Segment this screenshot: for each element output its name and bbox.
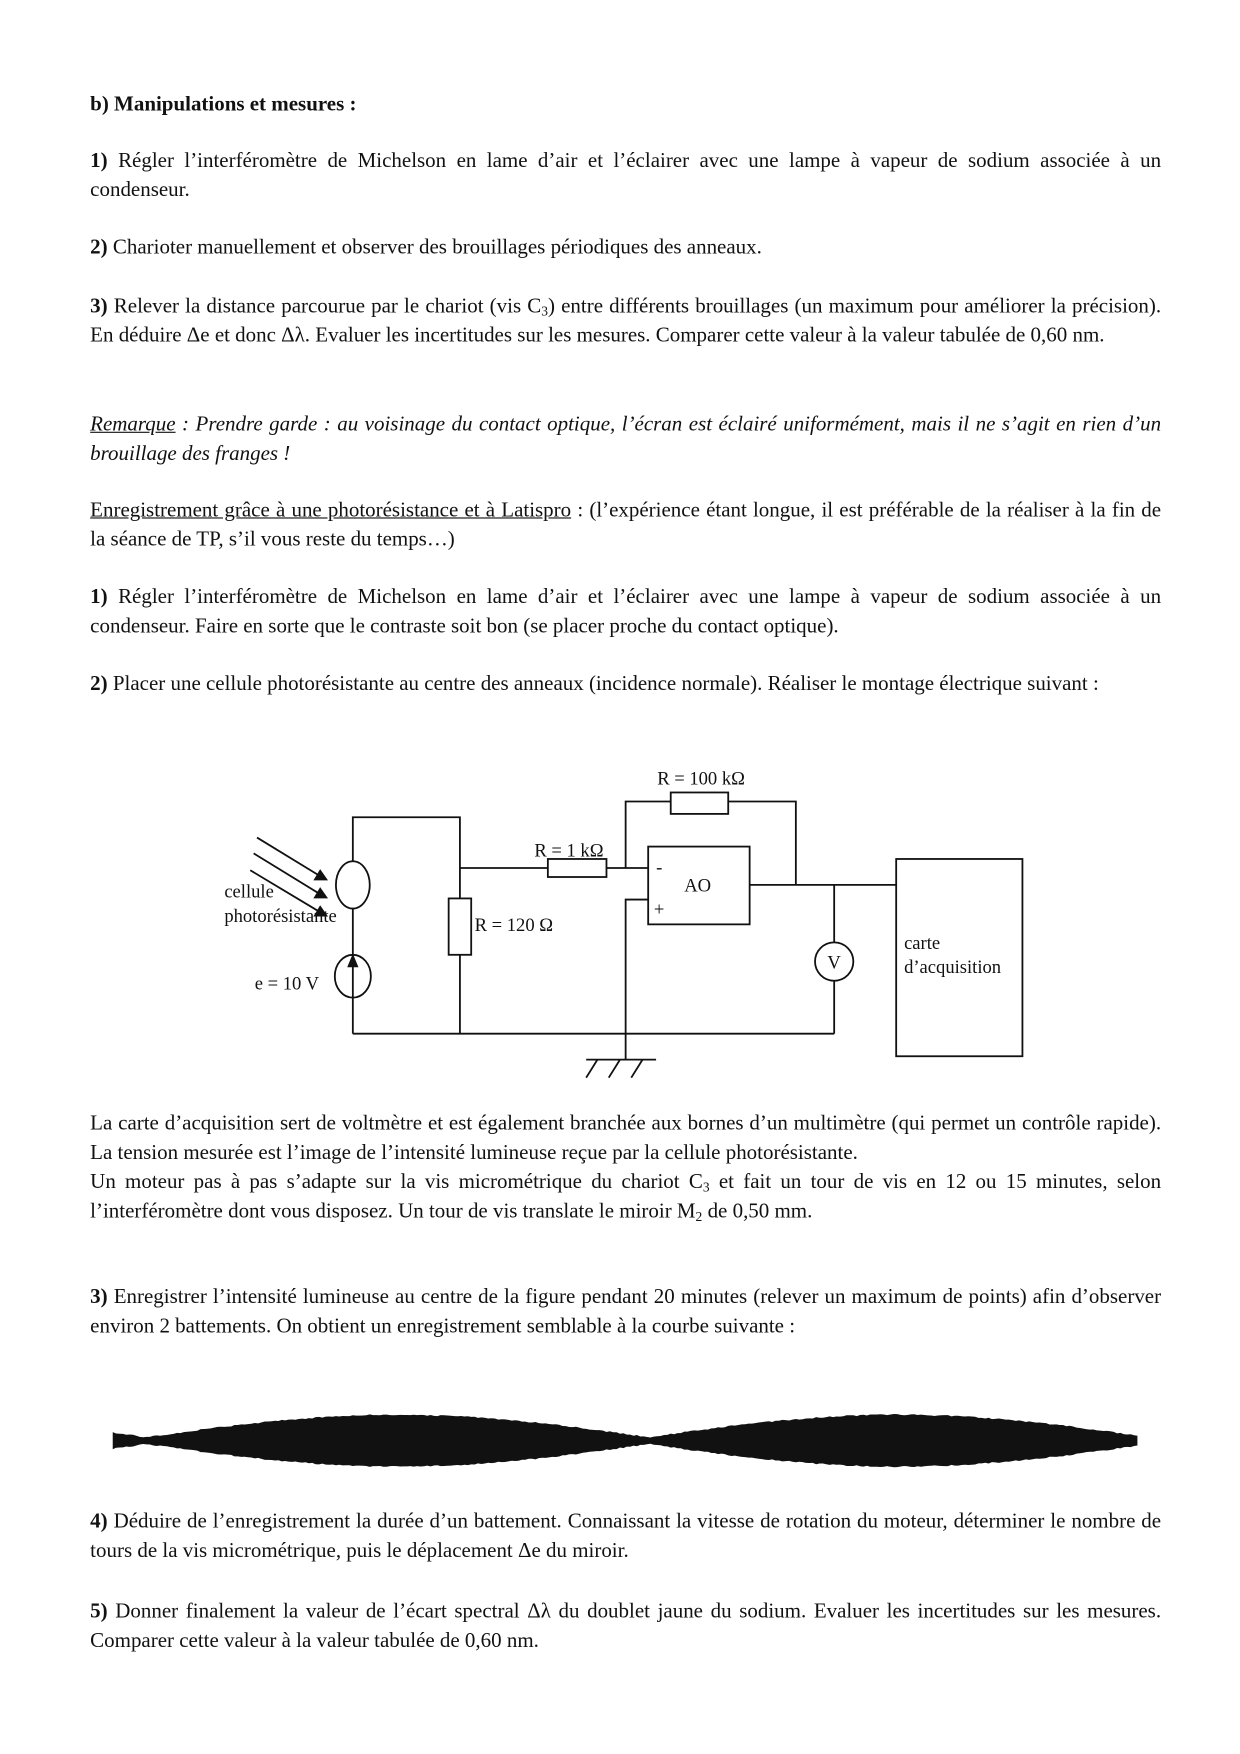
step-3-manual: 3) Relever la distance parcourue par le chariot (vis $C_3$) entre différents brouillages (un maximum pour améliorer la précision). En déduire Δe et donc Δλ. Evaluer les incertitudes sur les mesures. Comparer cette valeur à la valeur tabulée de 0,60 nm. <box>90 294 1162 348</box>
label-r-load: R = 120 Ω <box>474 915 554 937</box>
wire <box>626 900 649 1060</box>
wire <box>728 801 796 884</box>
label-r-feedback: R = 100 kΩ <box>657 768 745 790</box>
step-1-recording: 1) Régler l’interféromètre de Michelson en lame d’air et l’éclairer avec une lampe à vapeur de sodium associée à un condenseur. Faire en sorte que le contraste soit bon (se placer proche du contact optique). <box>90 585 1162 639</box>
resistor-100k <box>671 792 728 813</box>
step-4-recording: 4) Déduire de l’enregistrement la durée d’un battement. Connaissant la vitesse de rotation du moteur, déterminer le nombre de tours de la vis micrométrique, puis le déplacement Δe du miroir. <box>90 1509 1162 1563</box>
recording-intro: Enregistrement grâce à une photorésistance et à Latispro : (l’expérience étant longue, il est préférable de la réaliser à la fin de la séance de TP, s’il vous reste du temps…) <box>90 498 1162 552</box>
label-minus: - <box>656 857 663 879</box>
section-heading: b) Manipulations et mesures : <box>90 92 357 117</box>
ground-icon <box>586 1060 656 1078</box>
resistor-120 <box>449 898 472 954</box>
label-r-input: R = 1 kΩ <box>534 840 604 862</box>
step-5-recording: 5) Donner finalement la valeur de l’écart spectral Δλ du doublet jaune du sodium. Evaluer les incertitudes sur les mesures. Comparer cette valeur à la valeur tabulée de 0,60 nm. <box>90 1599 1162 1653</box>
label-opamp: AO <box>684 875 712 897</box>
beat-recording-curve <box>113 1414 1138 1467</box>
label-card: carte <box>904 933 941 955</box>
remark: Remarque : Prendre garde : au voisinage du contact optique, l’écran est éclairé uniformément, mais il ne s’agit en rien d’un brouillage des franges ! <box>90 412 1162 466</box>
label-card-2: d’acquisition <box>904 956 1002 978</box>
step-2-manual: 2) Charioter manuellement et observer des brouillages périodiques des anneaux. <box>90 235 762 260</box>
label-plus: + <box>653 899 665 921</box>
step-1-manual: 1) Régler l’interféromètre de Michelson en lame d’air et l’éclairer avec une lampe à vapeur de sodium associée à un condenseur. <box>90 148 1162 202</box>
label-voltmeter: V <box>827 952 841 974</box>
label-cell: cellule <box>224 881 274 903</box>
acquisition-paragraph: La carte d’acquisition sert de voltmètre et est également branchée aux bornes d’un multimètre (qui permet un contrôle rapide). La tension mesurée est l’image de l’intensité lumineuse reçue par la cellule photorésistante. Un moteur pas à pas s’adapte sur la vis micrométrique du chariot $C_3$ et fait un tour de vis en 12 ou 15 minutes, selon l’interféromètre dont vous disposez. Un tour de vis translate le miroir $M_2$ de 0,50 mm. <box>90 1111 1162 1225</box>
photoresistor-cell <box>336 861 370 908</box>
light-arrows-icon <box>250 838 328 917</box>
label-source: e = 10 V <box>254 973 320 995</box>
label-cell-2: photorésistante <box>224 906 337 928</box>
step-3-recording: 3) Enregistrer l’intensité lumineuse au centre de la figure pendant 20 minutes (relever un maximum de points) afin d’observer environ 2 battements. On obtient un enregistrement semblable à la courbe suivante : <box>90 1285 1162 1339</box>
step-2-recording: 2) Placer une cellule photorésistante au centre des anneaux (incidence normale). Réaliser le montage électrique suivant : <box>90 671 1099 696</box>
